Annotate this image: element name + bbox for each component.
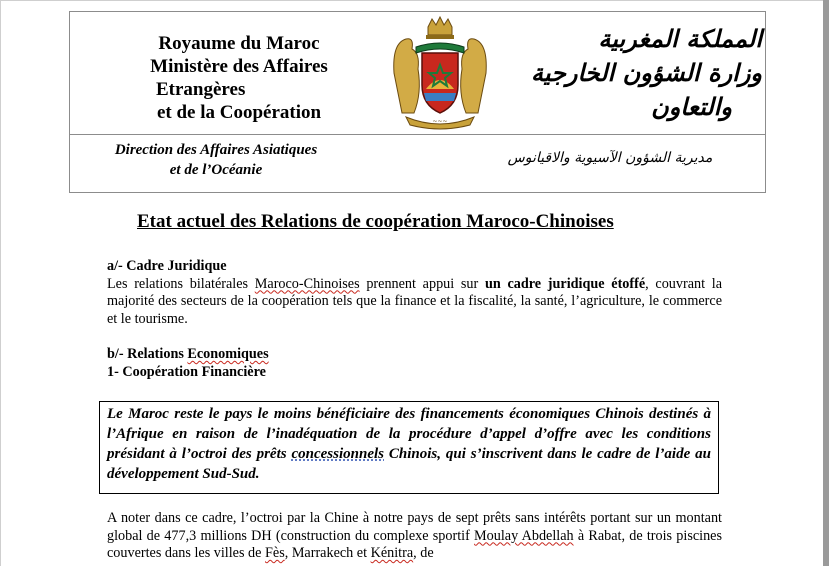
section-a-text-4: un cadre juridique étoffé — [484, 275, 646, 292]
closing-text-1: A noter dans ce cadre, l’octroi par la Chine à notre pays de sept prêts sans intérêts portant sur un montant global de 477,3 millions DH (construction du complexe sportif — [107, 510, 722, 544]
ministry-name-arabic: وزارة الشؤون الخارجية — [530, 59, 762, 87]
letterhead — [69, 11, 766, 193]
kingdom-name-arabic: المملكة المغربية — [598, 25, 762, 53]
direction-line2: et de l’Océanie — [169, 162, 263, 178]
section-b — [107, 346, 722, 381]
section-a-text-3: prennent appui sur — [359, 275, 485, 292]
closing-paragraph — [107, 510, 722, 563]
letterhead-arabic — [502, 22, 762, 124]
direction-french — [80, 140, 352, 180]
callout-text-2: concessionnels — [291, 446, 384, 462]
direction-arabic: مديرية الشؤون الآسيوية والاقيانوس — [507, 150, 713, 166]
section-b-subheading: 1- Coopération Financière — [107, 363, 266, 380]
svg-text:~~~: ~~~ — [432, 118, 448, 125]
closing-text-5: , Marrakech et — [284, 545, 371, 561]
closing-text-4: Fès — [265, 545, 285, 561]
ministry-name-line1: Ministère des Affaires — [150, 56, 328, 77]
callout-text — [107, 404, 711, 484]
letterhead-divider — [70, 134, 765, 135]
closing-text-7: , de — [413, 545, 434, 561]
document-title-text: Etat actuel des Relations de coopération Maroco-Chinoises — [137, 211, 614, 232]
ministry-name-line2: Etrangères — [156, 79, 246, 100]
direction-line1: Direction des Affaires Asiatiques — [114, 142, 318, 158]
document-title — [137, 211, 614, 233]
callout-text-3: Chinois, qui s’inscrivent dans le cadre de l’aide au développement Sud-Sud. — [107, 446, 712, 482]
section-b-heading-1: b/- Relations — [107, 346, 188, 362]
section-a — [107, 258, 722, 328]
section-b-heading — [107, 346, 722, 364]
closing-text-2: Moulay Abdellah — [474, 527, 574, 544]
section-a-paragraph — [107, 276, 722, 329]
coat-of-arms-icon — [386, 13, 494, 131]
section-a-text-5: , couvrant la majorité des secteurs de la coopération tels que la finance et la fiscalité, la santé, l’agriculture, le commerce et le tourisme. — [107, 275, 722, 327]
callout-text-1: Le Maroc reste le pays le moins bénéficiaire des financements économiques Chinois destinés à l’Afrique en raison de l’inadéquation de la procédure d’appel d’offre avec les conditions présidant à l’octroi des prêts — [107, 406, 711, 462]
section-a-text-1: Les relations bilatérales — [107, 275, 255, 292]
section-a-heading: a/- Cadre Juridique — [107, 258, 227, 274]
section-a-text-2: Maroco-Chinoises — [254, 275, 360, 292]
callout-box — [99, 401, 719, 494]
closing-text-6: Kénitra — [370, 545, 414, 561]
ministry-name-line3: et de la Coopération — [156, 102, 322, 123]
letterhead-french — [114, 32, 364, 124]
section-b-heading-2: Economiques — [187, 346, 269, 362]
ministry-name-arabic-line2: والتعاون — [651, 93, 732, 121]
kingdom-name: Royaume du Maroc — [158, 33, 320, 54]
closing-text-3: à Rabat, de trois piscines couvertes dans les villes de — [107, 527, 723, 561]
scrollbar[interactable] — [823, 0, 829, 566]
